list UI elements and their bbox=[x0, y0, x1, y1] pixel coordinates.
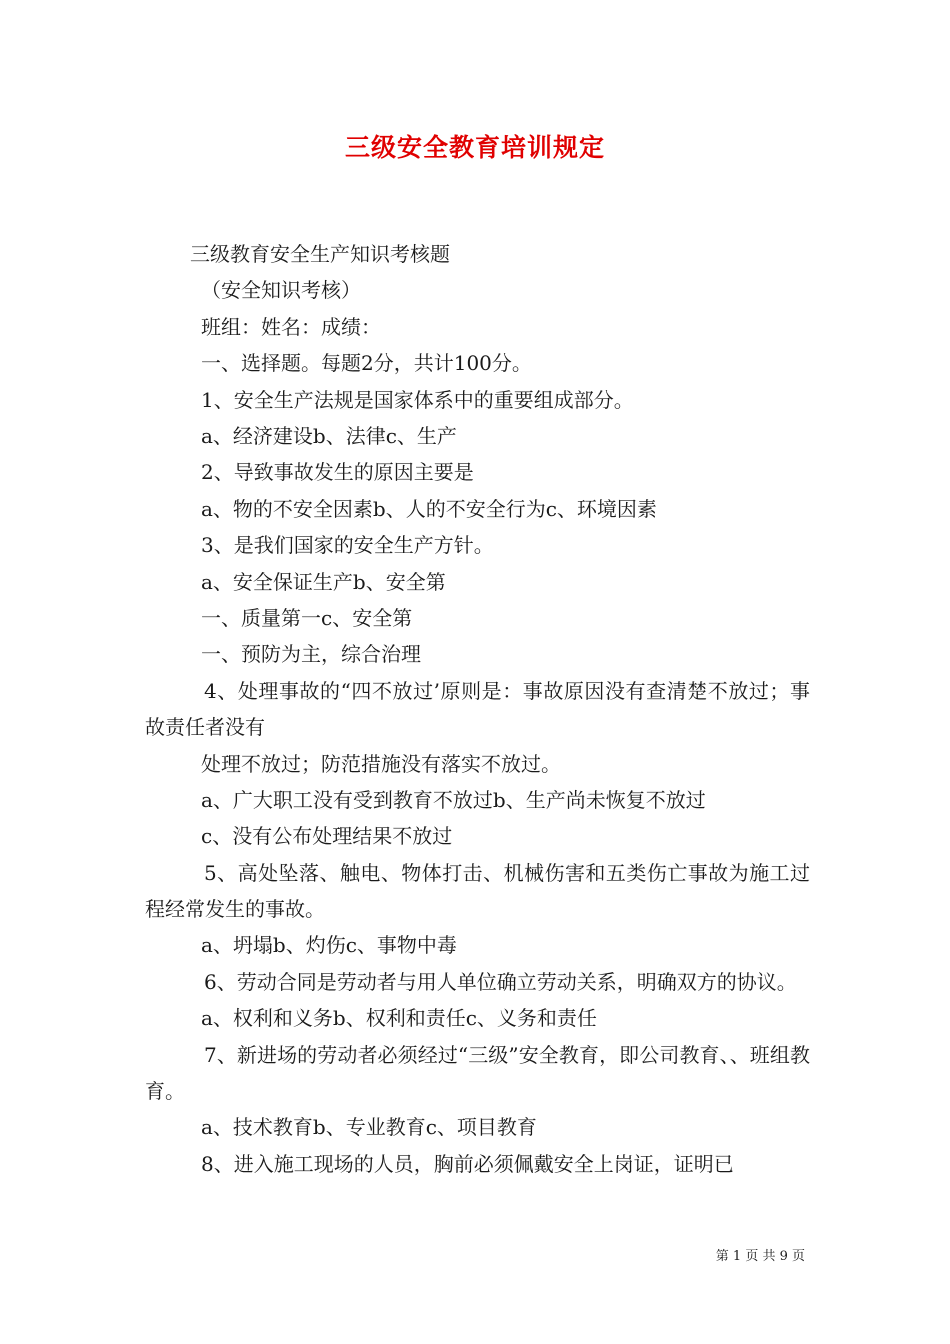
body-line: 班组：姓名：成绩： bbox=[201, 314, 381, 339]
body-line: （安全知识考核） bbox=[201, 278, 361, 303]
body-paragraph: 5、高处坠落、触电、物体打击、机械伤害和五类伤亡事故为施工过程经常发生的事故。 bbox=[145, 860, 810, 922]
body-line: 三级教育安全生产知识考核题 bbox=[190, 242, 450, 266]
body-paragraph: 7、新进场的劳动者必须经过“三级”安全教育，即公司教育、、班组教育。 bbox=[145, 1042, 810, 1104]
body-line: 一、预防为主，综合治理 bbox=[201, 642, 421, 667]
body-line: a、广大职工没有受到教育不放过b、生产尚未恢复不放过 bbox=[201, 787, 706, 812]
document-title: 三级安全教育培训规定 bbox=[344, 133, 605, 162]
body-line: 1、安全生产法规是国家体系中的重要组成部分。 bbox=[201, 387, 634, 412]
document-body bbox=[145, 236, 810, 1182]
body-line: 一、质量第一c、安全第 bbox=[201, 605, 413, 630]
body-line: 3、是我们国家的安全生产方针。 bbox=[201, 533, 494, 558]
body-paragraph: 6、劳动合同是劳动者与用人单位确立劳动关系，明确双方的协议。 bbox=[204, 969, 797, 994]
body-line: a、物的不安全因素b、人的不安全行为c、环境因素 bbox=[201, 496, 657, 521]
body-line: c、没有公布处理结果不放过 bbox=[201, 824, 453, 849]
body-line: a、坍塌b、灼伤c、事物中毒 bbox=[201, 933, 457, 958]
body-line: a、安全保证生产b、安全第 bbox=[201, 569, 446, 594]
body-line: 2、导致事故发生的原因主要是 bbox=[201, 460, 474, 485]
body-line: a、技术教育b、专业教育c、项目教育 bbox=[201, 1115, 537, 1140]
body-line: a、权利和义务b、权利和责任c、义务和责任 bbox=[201, 1006, 597, 1031]
body-line: a、经济建设b、法律c、生产 bbox=[201, 423, 457, 448]
body-line: 处理不放过；防范措施没有落实不放过。 bbox=[201, 751, 561, 776]
body-line: 8、进入施工现场的人员，胸前必须佩戴安全上岗证，证明已 bbox=[201, 1151, 734, 1176]
page-number: 第 1 页 共 9 页 bbox=[715, 1249, 805, 1264]
body-line: 一、选择题。每题2分，共计100分。 bbox=[201, 351, 532, 376]
body-paragraph: 4、处理事故的“四不放过’原则是：事故原因没有查清楚不放过；事故责任者没有 bbox=[145, 678, 810, 740]
